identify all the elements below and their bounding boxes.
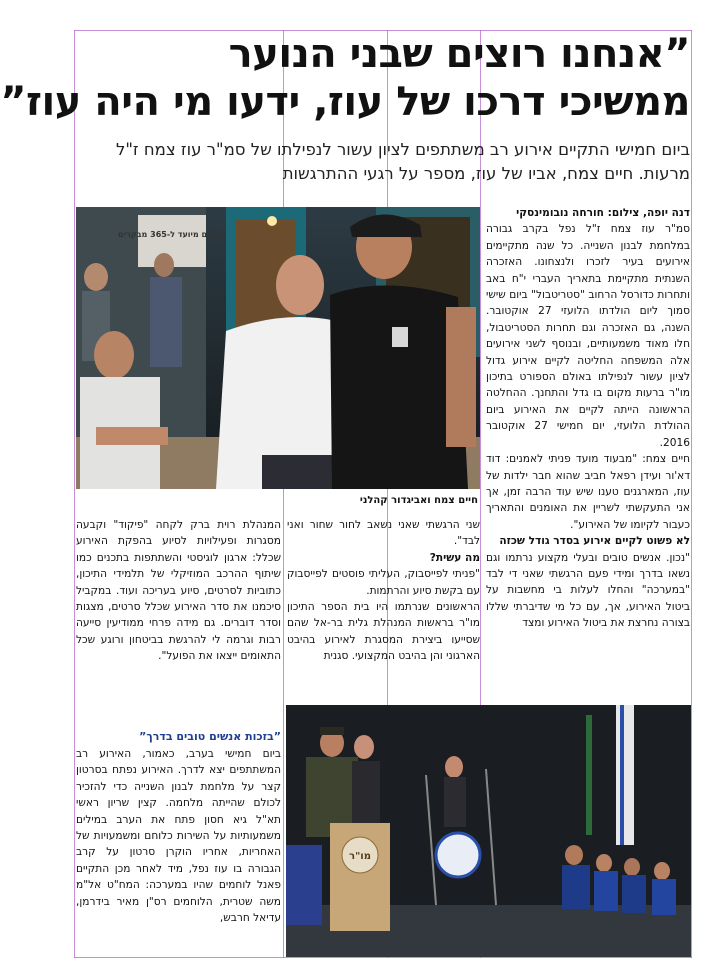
paragraph: שני הרגשתי שאני נשאב לחור שחור ואני לבד". xyxy=(287,519,480,548)
photo-bottom xyxy=(286,705,691,957)
paragraph: סמ"ר עוז צמח ז"ל נפל בקרב גבורה במלחמת לבנון השנייה. כל שנה מתקיימים אירועים בעיר לזכרו ולנצחונו. האזכרה השנתית מתקיימת בתאריך העברי י"ח באב ותחרות כדורסל הרחוב "סטריטבול" ביום שישי סמוך ליום הולדתו הלועזי 27 אוקטובר. השנה, גם האזכרה וגם תחרות הסטריטבול, חלו מאוד משמעותיים, ובנוסף לשני אירועים אלה המשפחה החליטה לקיים אירוע גדול לציון עשור לנפילתו באולם הספורט בתיכון מו"ר ברעות מקום בו גדל והתחנך. ההחלטה הראשונה הייתה לקיים את האירוע ביום ההולדת הלועזי, יום חמישי 27 אוקטובר 2016. xyxy=(486,223,690,449)
paragraph: "פניתי לפייסבוק, העליתי פוסטים לפייסבוק עם בקשת סיוע והרתמות. xyxy=(287,568,480,597)
podium-label: מו"ר xyxy=(349,851,371,862)
paragraph: ביום חמישי בערב, כאמור, האירוע רב המשתתפים יצא לדרך. האירוע נפתח בסרטון קצר על מלחמת לבנון השנייה כדי להזכיר לכולם שהייתה מלחמה. קצין שריון ראשי תא"ל גיא חסון פתח את הערב במילים משמעותיות על השירות כלוחם ומשמעויות של האחריות, אחריו הוקרן סרטון על קרב הגבורה בו עוז נפל, מיד לאחר מכן התקיים פאנל לוחמים שהיו במערכה: המח"ט אל"מ משה שטרית, הלוחמים רס"ן מאיר בידרמן, עדיאל חרבש, xyxy=(76,748,281,925)
wall-sign-text: האולם מיועד ל-365 מבקרים xyxy=(118,230,226,239)
photo-top-image xyxy=(76,207,480,489)
row-guide xyxy=(74,957,692,958)
photo-top-caption: חיים צמח ואביגדור קהלני xyxy=(359,495,478,506)
article-column-middle xyxy=(287,517,480,697)
section-2-title: ”בזכות אנשים טובים בדרך” xyxy=(139,730,281,743)
paragraph: הראשונים שנרתמו היו בית הספר התיכון מו"ר בראשות המנהלת גלית בר-אל שהם שסייעו ביצירת המסגרת לאירוע בהיבט הארגוני והן בהיבט המקצועי. סגנית xyxy=(287,601,480,663)
paragraph: חיים צמח: "מבעוד מועד פניתי לאמנים: דוד דא'ור ועידן רפאל חביב שהוא חבר ילדות של עוז, המארגנים טענו שיש עוד הרבה זמן, אך אני התעקשתי לשריין את האומנים והתאריך כעבור לקיומו של האירוע". xyxy=(486,453,690,531)
column-guide xyxy=(691,30,692,958)
article-section-2 xyxy=(76,728,281,956)
article-column-left xyxy=(76,517,281,717)
headline-line-1: ”אנחנו רוצים שבני הנוער xyxy=(228,31,690,77)
byline: דנה יופה, צילום: חורחה נובומינסקי xyxy=(516,207,690,219)
headline-line-2: ממשיכי דרכו של עוז, ידעו מי היה עוז” xyxy=(0,79,690,125)
paragraph: המנהלת רוית ברק לקחה "פיקוד" וקבעה מסגרות ופעילויות לסיוע בהפקת האירוע שכלל: ארגון לוגיסטי והשתתפות בתכנים כמו שיתוף ההרכב המוזיקלי של תלמידי התיכון, כתוביות לסרטים, סיוע בעריכה ועוד. במקביל סיכמנו את סדר האירוע שכלל סרטים, מצגות וסדר דוברים. גם מידה פרחי ממודיעין סייעה רבות וגרמה לי להרגשת בביטחון ורוגע שכל התאומים ייצאו את הפועל". xyxy=(76,519,281,663)
photo-bottom-image xyxy=(286,705,691,957)
paragraph-heading: לא פשוט לקיים אירוע בסדר גודל שכזה xyxy=(499,535,690,548)
subheadline: ביום חמישי התקיים אירוע רב משתתפים לציון עשור לנפילתו של סמ"ר עוז צמח ז"ל מרעות. חיים צמח, אביו של עוז, מספר על רגעי ההתרגשות xyxy=(115,140,690,183)
article-column-right xyxy=(486,205,690,685)
photo-top xyxy=(76,207,480,489)
paragraph: "נכון. אנשים טובים ובעלי מקצוע נרתמו וגם נשאו בדרך ומידי פעם הרגשתי שאני די לבד "במערכה" והחלו לעלות בי מחשבות על ביטול האירוע, אך, עם כל מי שדיברתי שללו בצורה נחרצת את ביטול האירוע ומצד xyxy=(486,551,690,630)
paragraph-heading: מה עשית? xyxy=(429,551,480,564)
